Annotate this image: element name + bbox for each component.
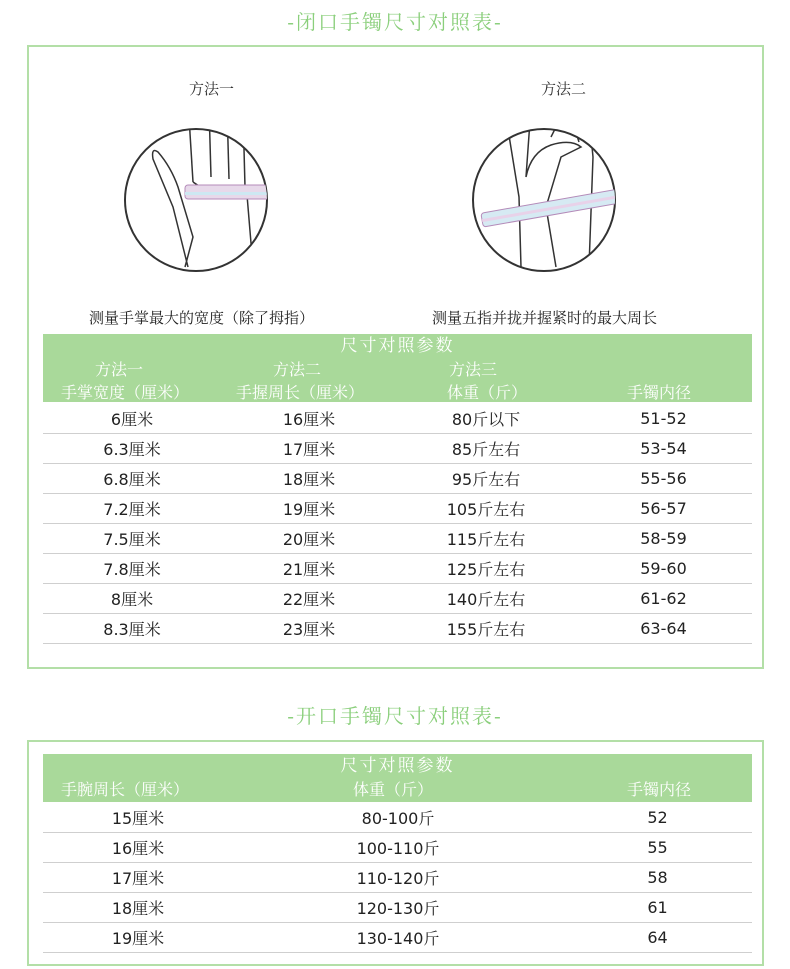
palm-width-illustration	[123, 97, 269, 303]
table-cell: 7.2厘米	[43, 494, 221, 524]
closed-section-title: -闭口手镯尺寸对照表-	[287, 10, 503, 34]
table-cell: 59-60	[575, 554, 752, 584]
closed-table-row	[43, 584, 752, 614]
header-wrist-circumference: 手腕周长（厘米）	[61, 780, 190, 799]
table-cell: 17厘米	[43, 863, 233, 893]
table-cell: 58	[563, 863, 752, 893]
table-cell: 110-120斤	[233, 863, 563, 893]
table-cell: 100-110斤	[233, 833, 563, 863]
header-weight: 体重（斤）	[447, 383, 528, 402]
table-cell: 80-100斤	[233, 803, 563, 833]
methods-row	[43, 358, 752, 381]
table-cell: 130-140斤	[233, 923, 563, 953]
table-cell: 6.8厘米	[43, 464, 221, 494]
palm-width-caption: 测量手掌最大的宽度（除了拇指）	[89, 309, 315, 327]
table-cell: 15厘米	[43, 803, 233, 833]
table-cell: 64	[563, 923, 752, 953]
table-cell: 63-64	[575, 614, 752, 644]
table-cell: 17厘米	[221, 434, 397, 464]
method-col-1: 方法一	[95, 360, 144, 379]
table-cell: 56-57	[575, 494, 752, 524]
closed-headers-row	[43, 381, 752, 404]
closed-table-row	[43, 554, 752, 584]
table-cell: 85斤左右	[397, 434, 575, 464]
table-cell: 18厘米	[43, 893, 233, 923]
closed-table-header-band	[43, 334, 752, 402]
closed-panel	[27, 45, 764, 669]
table-cell: 120-130斤	[233, 893, 563, 923]
fist-circumference-illustration	[471, 97, 617, 303]
table-cell: 61-62	[575, 584, 752, 614]
closed-table-row	[43, 614, 752, 644]
open-table-row	[43, 863, 752, 893]
closed-table-row	[43, 434, 752, 464]
table-cell: 125斤左右	[397, 554, 575, 584]
method-col-2: 方法二	[273, 360, 322, 379]
closed-table-row	[43, 524, 752, 554]
table-cell: 6厘米	[43, 404, 221, 434]
header-palm-width: 手掌宽度（厘米）	[61, 383, 190, 402]
closed-table-row	[43, 464, 752, 494]
table-cell: 16厘米	[221, 404, 397, 434]
closed-table-row	[43, 494, 752, 524]
table-cell: 19厘米	[221, 494, 397, 524]
header-open-inner-diameter: 手镯内径	[627, 780, 692, 799]
table-cell: 55	[563, 833, 752, 863]
header-open-weight: 体重（斤）	[353, 780, 434, 799]
table-cell: 16厘米	[43, 833, 233, 863]
table-cell: 61	[563, 893, 752, 923]
open-headers-row	[43, 778, 752, 801]
table-cell: 55-56	[575, 464, 752, 494]
open-panel	[27, 740, 764, 966]
table-cell: 7.5厘米	[43, 524, 221, 554]
table-cell: 95斤左右	[397, 464, 575, 494]
table-cell: 80斤以下	[397, 404, 575, 434]
table-cell: 8.3厘米	[43, 614, 221, 644]
open-size-table	[43, 803, 752, 953]
closed-table-row	[43, 404, 752, 434]
table-cell: 105斤左右	[397, 494, 575, 524]
closed-table-title: 尺寸对照参数	[340, 336, 455, 356]
open-table-header-band	[43, 754, 752, 802]
table-cell: 140斤左右	[397, 584, 575, 614]
table-cell: 18厘米	[221, 464, 397, 494]
open-table-row	[43, 803, 752, 833]
open-table-row	[43, 833, 752, 863]
open-table-row	[43, 923, 752, 953]
table-cell: 115斤左右	[397, 524, 575, 554]
table-cell: 58-59	[575, 524, 752, 554]
method2-label: 方法二	[541, 80, 587, 98]
table-cell: 21厘米	[221, 554, 397, 584]
table-cell: 51-52	[575, 404, 752, 434]
table-cell: 7.8厘米	[43, 554, 221, 584]
open-section-title: -开口手镯尺寸对照表-	[287, 704, 503, 728]
table-cell: 22厘米	[221, 584, 397, 614]
table-cell: 23厘米	[221, 614, 397, 644]
table-cell: 52	[563, 803, 752, 833]
table-cell: 6.3厘米	[43, 434, 221, 464]
method-col-3: 方法三	[449, 360, 498, 379]
header-grip-circumference: 手握周长（厘米）	[236, 383, 365, 402]
closed-size-table	[43, 404, 752, 644]
fist-circumference-caption: 测量五指并拢并握紧时的最大周长	[432, 309, 658, 327]
header-inner-diameter: 手镯内径	[627, 383, 692, 402]
open-table-title: 尺寸对照参数	[340, 756, 455, 776]
table-cell: 53-54	[575, 434, 752, 464]
table-cell: 155斤左右	[397, 614, 575, 644]
open-table-row	[43, 893, 752, 923]
table-cell: 20厘米	[221, 524, 397, 554]
method1-label: 方法一	[189, 80, 235, 98]
table-cell: 19厘米	[43, 923, 233, 953]
table-cell: 8厘米	[43, 584, 221, 614]
